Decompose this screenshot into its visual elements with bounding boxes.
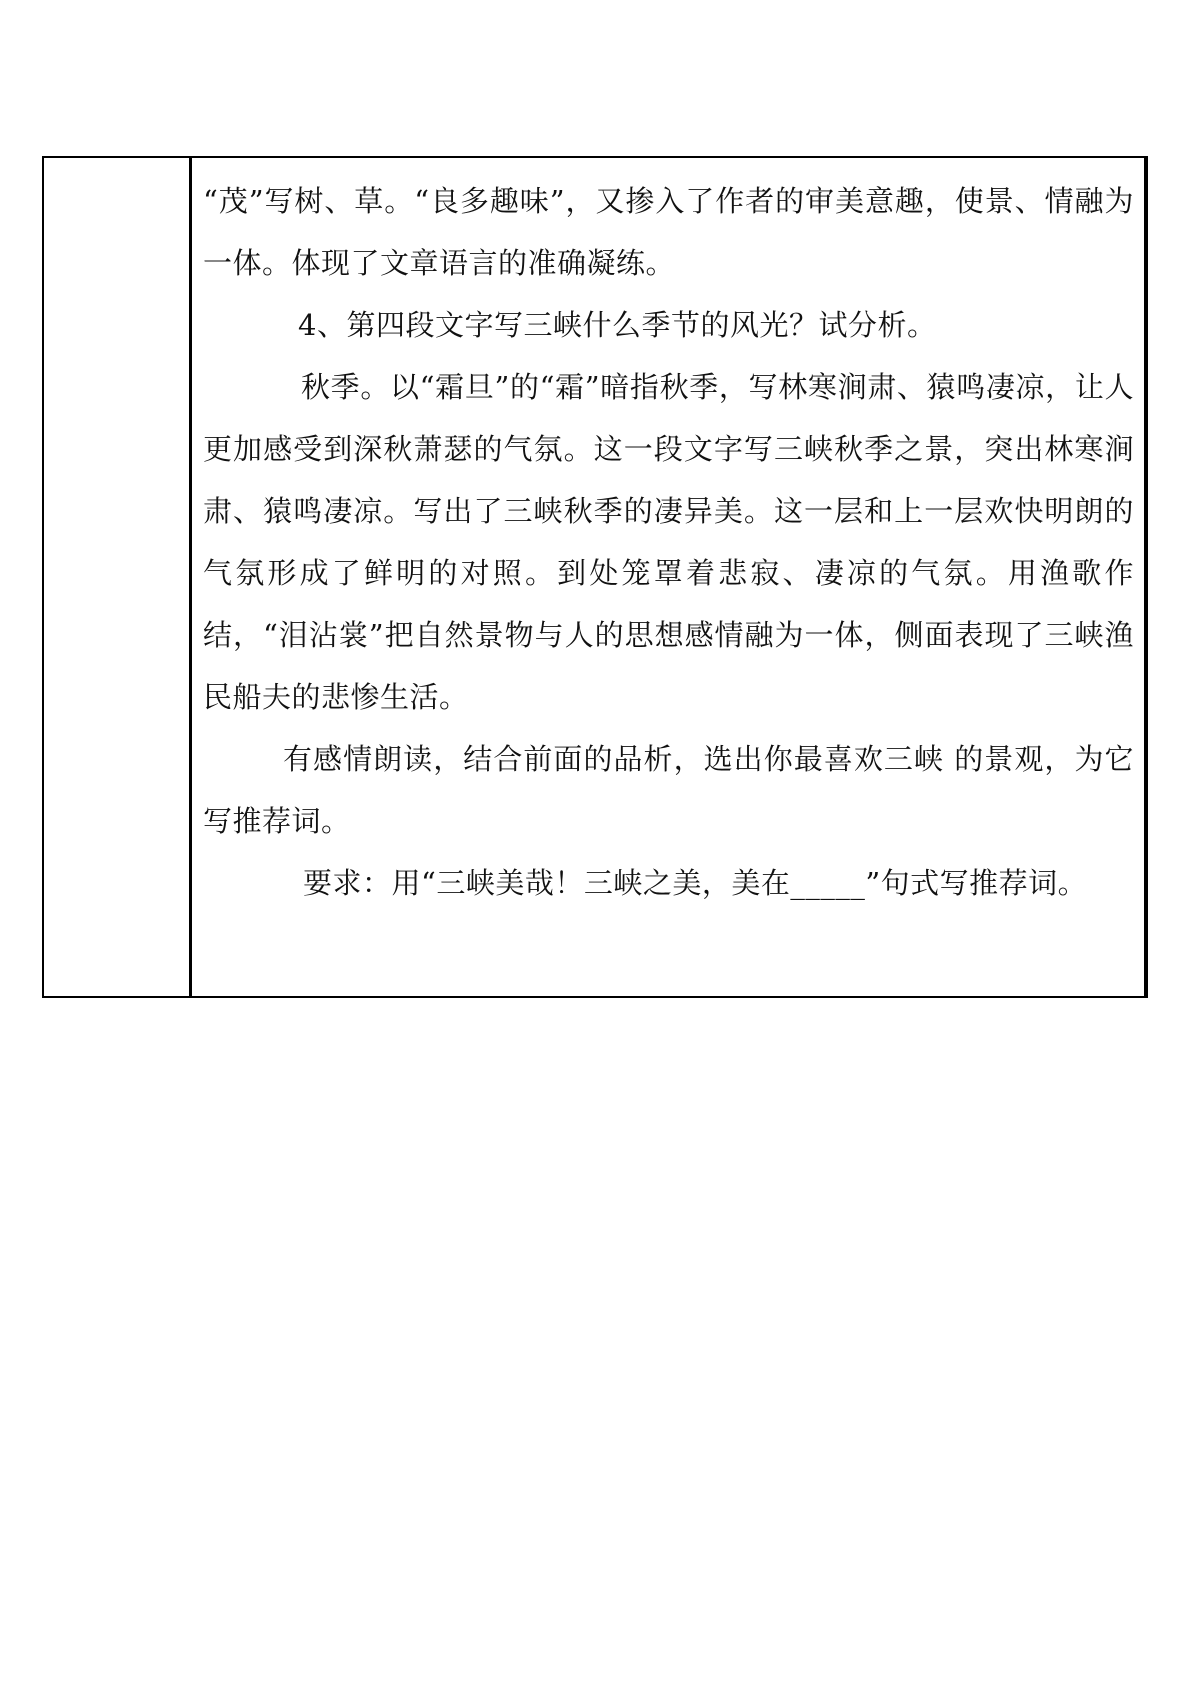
paragraph-reading-task: 有感情朗读，结合前面的品析，选出你最喜欢三峡 的景观，为它写推荐词。 (203, 742, 1134, 838)
paragraph-answer-4: 秋季。以“霜旦”的“霜”暗指秋季，写林寒涧肃、猿鸣凄凉，让人更加感受到深秋萧瑟的气氛。这一段文字写三峡秋季之景，突出林寒涧肃、猿鸣凄凉。写出了三峡秋季的凄异美。这一层和上一层欢快明朗的气氛形成了鲜明的对照。到处笼罩着悲寂、凄凉的气氛。用渔歌作结，“泪沾裳”把自然景物与人的思想感情融为一体，侧面表现了三峡渔民船夫的悲惨生活。 (203, 370, 1134, 714)
paragraph-analysis-continuation: “茂”写树、草。“良多趣味”，又掺入了作者的审美意趣，使景、情融为一体。体现了文章语言的准确凝练。 (203, 184, 1134, 280)
paragraph-requirement: 要求：用“三峡美哉！三峡之美，美在_____”句式写推荐词。 (303, 866, 1088, 900)
table-left-cell (44, 158, 192, 996)
table-content-cell (192, 158, 1146, 996)
paragraph-question-4: 4、第四段文字写三峡什么季节的风光？试分析。 (298, 308, 937, 342)
document-table (42, 156, 1148, 998)
